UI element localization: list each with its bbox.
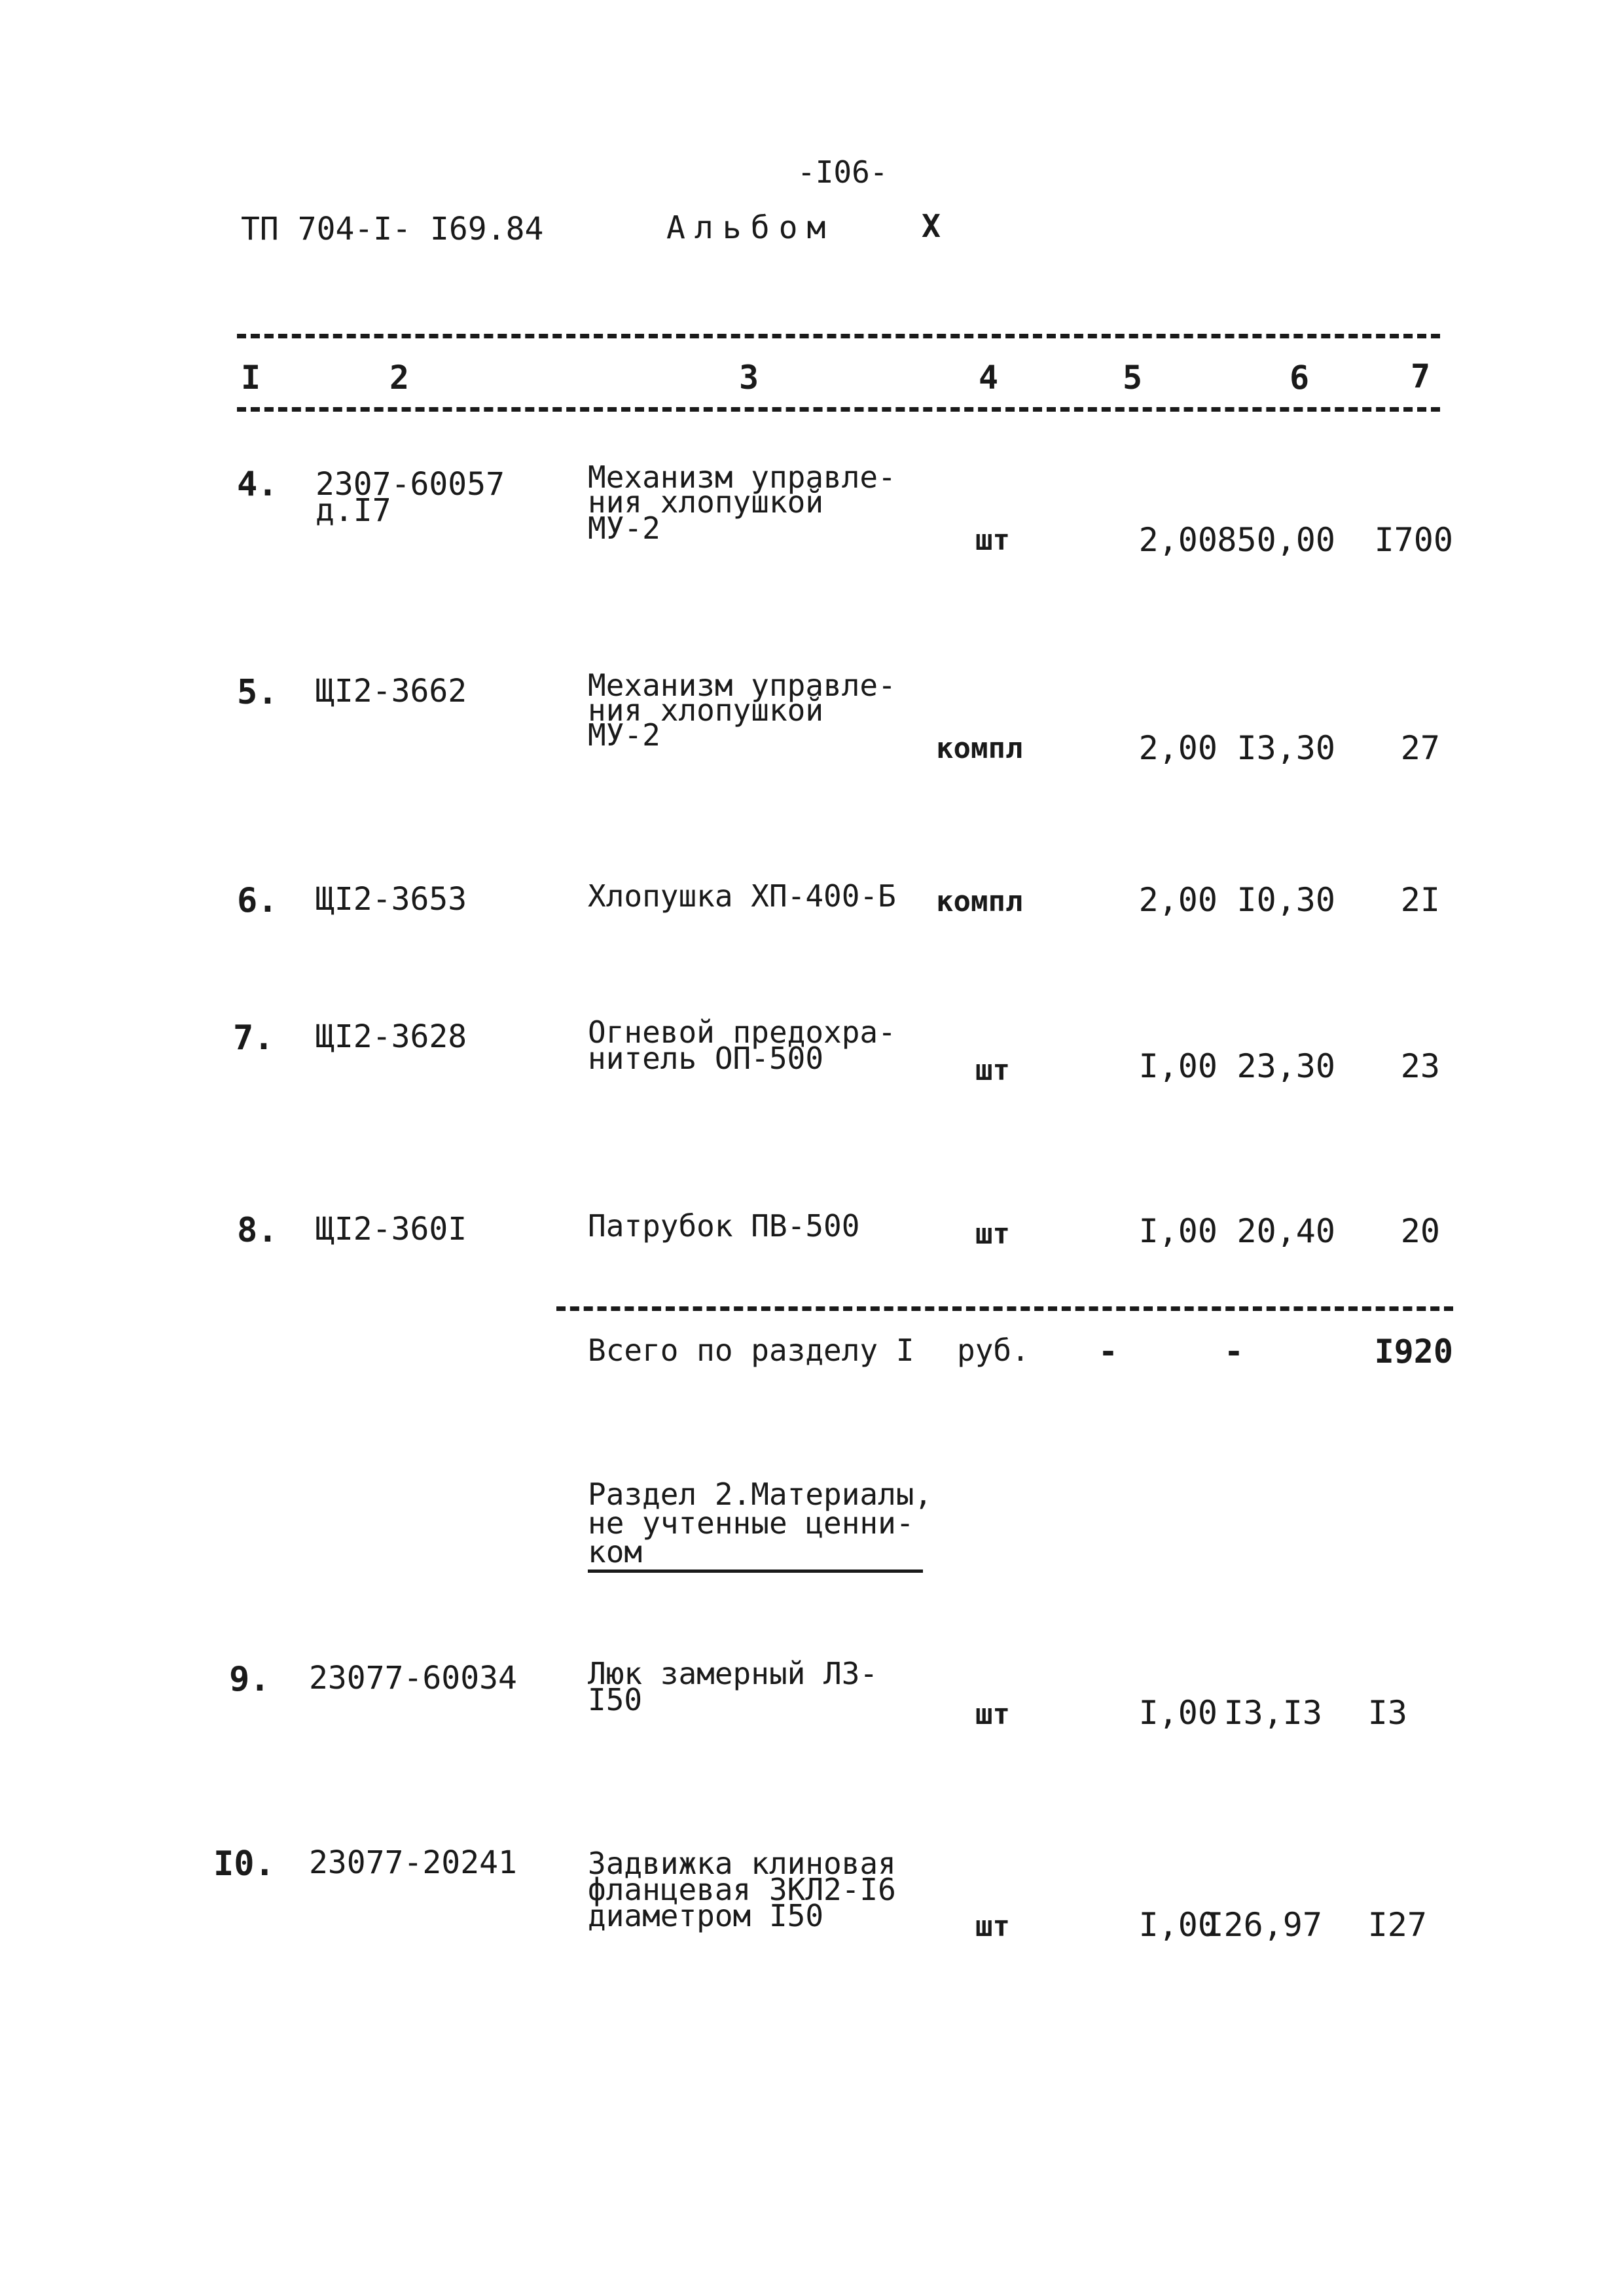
row-code: ЩI2-3662 [316, 673, 467, 709]
row-number: 4. [237, 465, 278, 504]
row-description-line-1: Огневой предохра- [588, 1014, 896, 1050]
row-unit: шт [975, 1217, 1010, 1251]
row-unit: шт [975, 1054, 1010, 1087]
row-unit: шт [975, 524, 1010, 557]
row-price: 20,40 [1236, 1212, 1335, 1250]
album-number: X [922, 208, 941, 245]
row-price: I26,97 [1204, 1906, 1322, 1944]
row-price: I3,I3 [1223, 1694, 1322, 1732]
row-total: 27 [1400, 729, 1440, 767]
row-description-line-2: ния хлопушкой [588, 692, 824, 728]
row-number: 7. [233, 1018, 274, 1058]
row-description-line-2: I50 [588, 1682, 643, 1717]
row-description-line-2: нитель ОП-500 [588, 1041, 824, 1076]
row-code: 2307-60057 [316, 466, 505, 503]
row-code: ЩI2-360I [316, 1211, 467, 1247]
row-total: I27 [1367, 1906, 1427, 1944]
row-description-line-2: ния хлопушкой [588, 484, 824, 520]
row-price: 850,00 [1217, 521, 1335, 559]
row-quantity: 2,00 [1138, 729, 1218, 767]
row-number: 5. [237, 673, 278, 712]
row-quantity: I,00 [1138, 1212, 1218, 1250]
row-number: 9. [229, 1660, 270, 1699]
row-price: I0,30 [1236, 881, 1335, 919]
row-description-line-1: Механизм управле- [588, 459, 896, 495]
album-label: Альбом [666, 209, 835, 246]
subtotal-quantity: - [1098, 1333, 1118, 1371]
row-description-line-1: Люк замерный ЛЗ- [588, 1656, 878, 1691]
row-total: I3 [1367, 1694, 1407, 1732]
row-quantity: 2,00 [1138, 521, 1218, 559]
row-price: 23,30 [1236, 1047, 1335, 1085]
row-code-line-2: д.I7 [316, 492, 391, 529]
row-description-line-1: Механизм управле- [588, 668, 896, 703]
subtotal-label: Всего по разделу I [588, 1333, 914, 1368]
row-total: 2I [1400, 881, 1440, 919]
row-quantity: I,00 [1138, 1047, 1218, 1085]
row-quantity: I,00 [1138, 1906, 1218, 1944]
column-header-7: 7 [1410, 357, 1431, 395]
column-header-1: I [240, 359, 261, 397]
row-unit: шт [975, 1910, 1010, 1943]
row-description-line-3: диаметром I50 [588, 1898, 824, 1933]
column-header-5: 5 [1122, 359, 1143, 397]
row-description-line-2: фланцевая ЗКЛ2-I6 [588, 1872, 896, 1907]
row-number: 8. [237, 1211, 278, 1250]
section-2-underline [588, 1570, 923, 1573]
row-unit: шт [975, 1698, 1010, 1731]
row-total: I700 [1374, 521, 1453, 559]
row-code: 23077-60034 [309, 1660, 517, 1696]
row-total: 20 [1400, 1212, 1440, 1250]
page-number: -I06- [797, 154, 888, 190]
row-description-line-1: Задвижка клиновая [588, 1846, 896, 1881]
row-unit: компл [936, 885, 1023, 918]
header-top-rule [237, 334, 1440, 338]
row-total: 23 [1400, 1047, 1440, 1085]
subtotal-price: - [1223, 1333, 1244, 1371]
row-code: ЩI2-3628 [316, 1018, 467, 1055]
row-price: I3,30 [1236, 729, 1335, 767]
row-number: 6. [237, 881, 278, 920]
section-2-title-line-1: Раздел 2.Материалы, [588, 1477, 933, 1512]
row-code: ЩI2-3653 [316, 881, 467, 918]
column-header-6: 6 [1289, 359, 1310, 397]
row-description-line-3: МУ-2 [588, 717, 660, 753]
document-code: ТП 704-I- I69.84 [241, 211, 544, 247]
column-header-3: 3 [738, 359, 759, 397]
subtotal-rule [556, 1306, 1453, 1311]
row-code: 23077-20241 [309, 1844, 517, 1881]
row-description-line-3: МУ-2 [588, 511, 660, 546]
subtotal-total: I920 [1374, 1333, 1453, 1371]
header-bottom-rule [237, 407, 1440, 412]
row-quantity: 2,00 [1138, 881, 1218, 919]
row-unit: компл [936, 732, 1023, 765]
column-header-2: 2 [389, 359, 410, 397]
row-quantity: I,00 [1138, 1694, 1218, 1732]
row-description-line-1: Патрубок ПВ-500 [588, 1208, 860, 1244]
section-2-title-line-2: не учтенные ценни- [588, 1505, 914, 1541]
subtotal-unit: руб. [957, 1333, 1030, 1368]
row-number: I0. [213, 1844, 275, 1884]
column-header-4: 4 [978, 359, 999, 397]
row-description-line-1: Хлопушка ХП-400-Б [588, 878, 896, 914]
section-2-title-line-3: ком [588, 1534, 643, 1570]
